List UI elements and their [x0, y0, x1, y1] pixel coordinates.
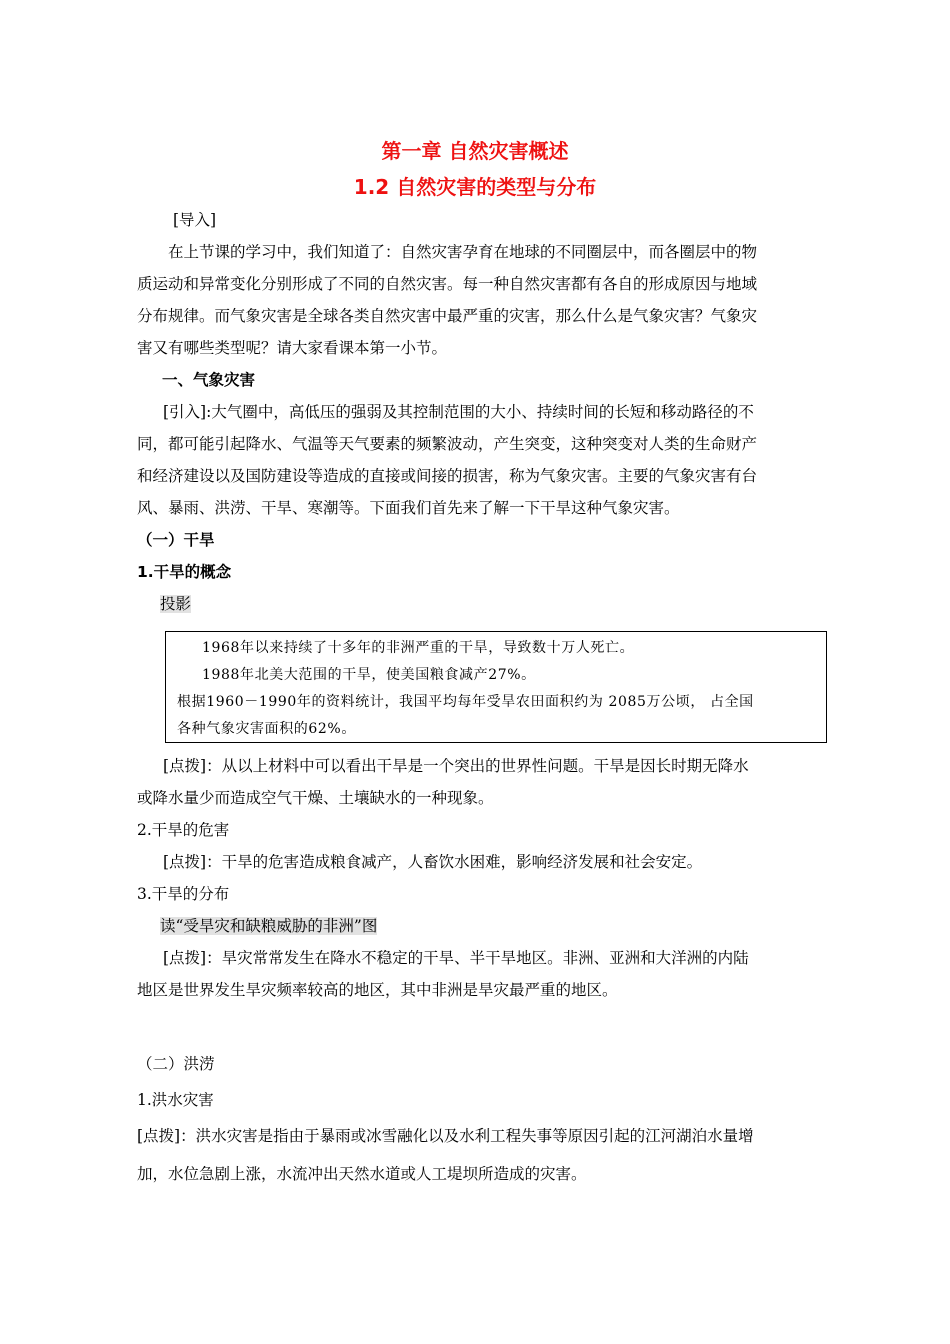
map-reading-label-text: 读“受旱灾和缺粮威胁的非洲”图 — [160, 917, 378, 935]
projection-label-text: 投影 — [160, 595, 192, 613]
projection-label — [160, 594, 840, 614]
heading-drought-concept: 1.干旱的概念 — [137, 563, 232, 581]
tip-flood-line: [点拨]：洪水灾害是指由于暴雨或冰雪融化以及水利工程失事等原因引起的江河湖泊水量增 — [137, 1127, 754, 1145]
material-box-line: 1988年北美大范围的干旱，使美国粮食减产27%。 — [202, 667, 536, 683]
map-reading-label — [160, 916, 840, 936]
heading-drought: （一）干旱 — [137, 531, 215, 549]
intro-paragraph-line: 分布规律。而气象灾害是全球各类自然灾害中最严重的灾害，那么什么是气象灾害？气象灾 — [137, 307, 758, 325]
heading-drought-harm: 2.干旱的危害 — [137, 821, 230, 839]
tip-drought-concept-line: 或降水量少而造成空气干燥、土壤缺水的一种现象。 — [137, 789, 494, 807]
material-box-line: 各种气象灾害面积的62%。 — [177, 721, 356, 737]
chapter-title: 第一章 自然灾害概述 — [381, 139, 569, 163]
intro-paragraph-line: 在上节课的学习中，我们知道了：自然灾害孕育在地球的不同圈层中，而各圈层中的物 — [168, 243, 758, 261]
heading-meteorological-disasters: 一、气象灾害 — [162, 371, 256, 389]
section-title: 1.2 自然灾害的类型与分布 — [353, 175, 597, 199]
tip-flood-line: 加，水位急剧上涨，水流冲出天然水道或人工堤坝所造成的灾害。 — [137, 1165, 587, 1183]
material-box-line: 根据1960－1990年的资料统计，我国平均每年受旱农田面积约为 2085万公顷， 占全国 — [177, 694, 754, 710]
sec1-paragraph-line: 和经济建设以及国防建设等造成的直接或间接的损害，称为气象灾害。主要的气象灾害有台 — [137, 467, 758, 485]
heading-flood: （二）洪涝 — [137, 1055, 215, 1073]
intro-label: [导入] — [173, 211, 217, 229]
heading-flood-disaster: 1.洪水灾害 — [137, 1091, 214, 1109]
heading-drought-distribution: 3.干旱的分布 — [137, 885, 230, 903]
sec1-paragraph-line: [引入]:大气圈中，高低压的强弱及其控制范围的大小、持续时间的长短和移动路径的不 — [163, 403, 754, 421]
intro-paragraph-line: 质运动和异常变化分别形成了不同的自然灾害。每一种自然灾害都有各自的形成原因与地域 — [137, 275, 758, 293]
intro-paragraph-line: 害又有哪些类型呢？请大家看课本第一小节。 — [137, 339, 448, 357]
sec1-paragraph-line: 同，都可能引起降水、气温等天气要素的频繁波动，产生突变，这种突变对人类的生命财产 — [137, 435, 758, 453]
material-box — [165, 631, 827, 743]
tip-drought-harm: [点拨]：干旱的危害造成粮食减产，人畜饮水困难，影响经济发展和社会安定。 — [163, 853, 703, 871]
sec1-paragraph-line: 风、暴雨、洪涝、干旱、寒潮等。下面我们首先来了解一下干旱这种气象灾害。 — [137, 499, 680, 517]
tip-drought-distribution-line: 地区是世界发生旱灾频率较高的地区，其中非洲是旱灾最严重的地区。 — [137, 981, 618, 999]
tip-drought-concept-line: [点拨]：从以上材料中可以看出干旱是一个突出的世界性问题。干旱是因长时期无降水 — [163, 757, 749, 775]
material-box-line: 1968年以来持续了十多年的非洲严重的干旱，导致数十万人死亡。 — [202, 640, 635, 656]
tip-drought-distribution-line: [点拨]：旱灾常常发生在降水不稳定的干旱、半干旱地区。非洲、亚洲和大洋洲的内陆 — [163, 949, 749, 967]
